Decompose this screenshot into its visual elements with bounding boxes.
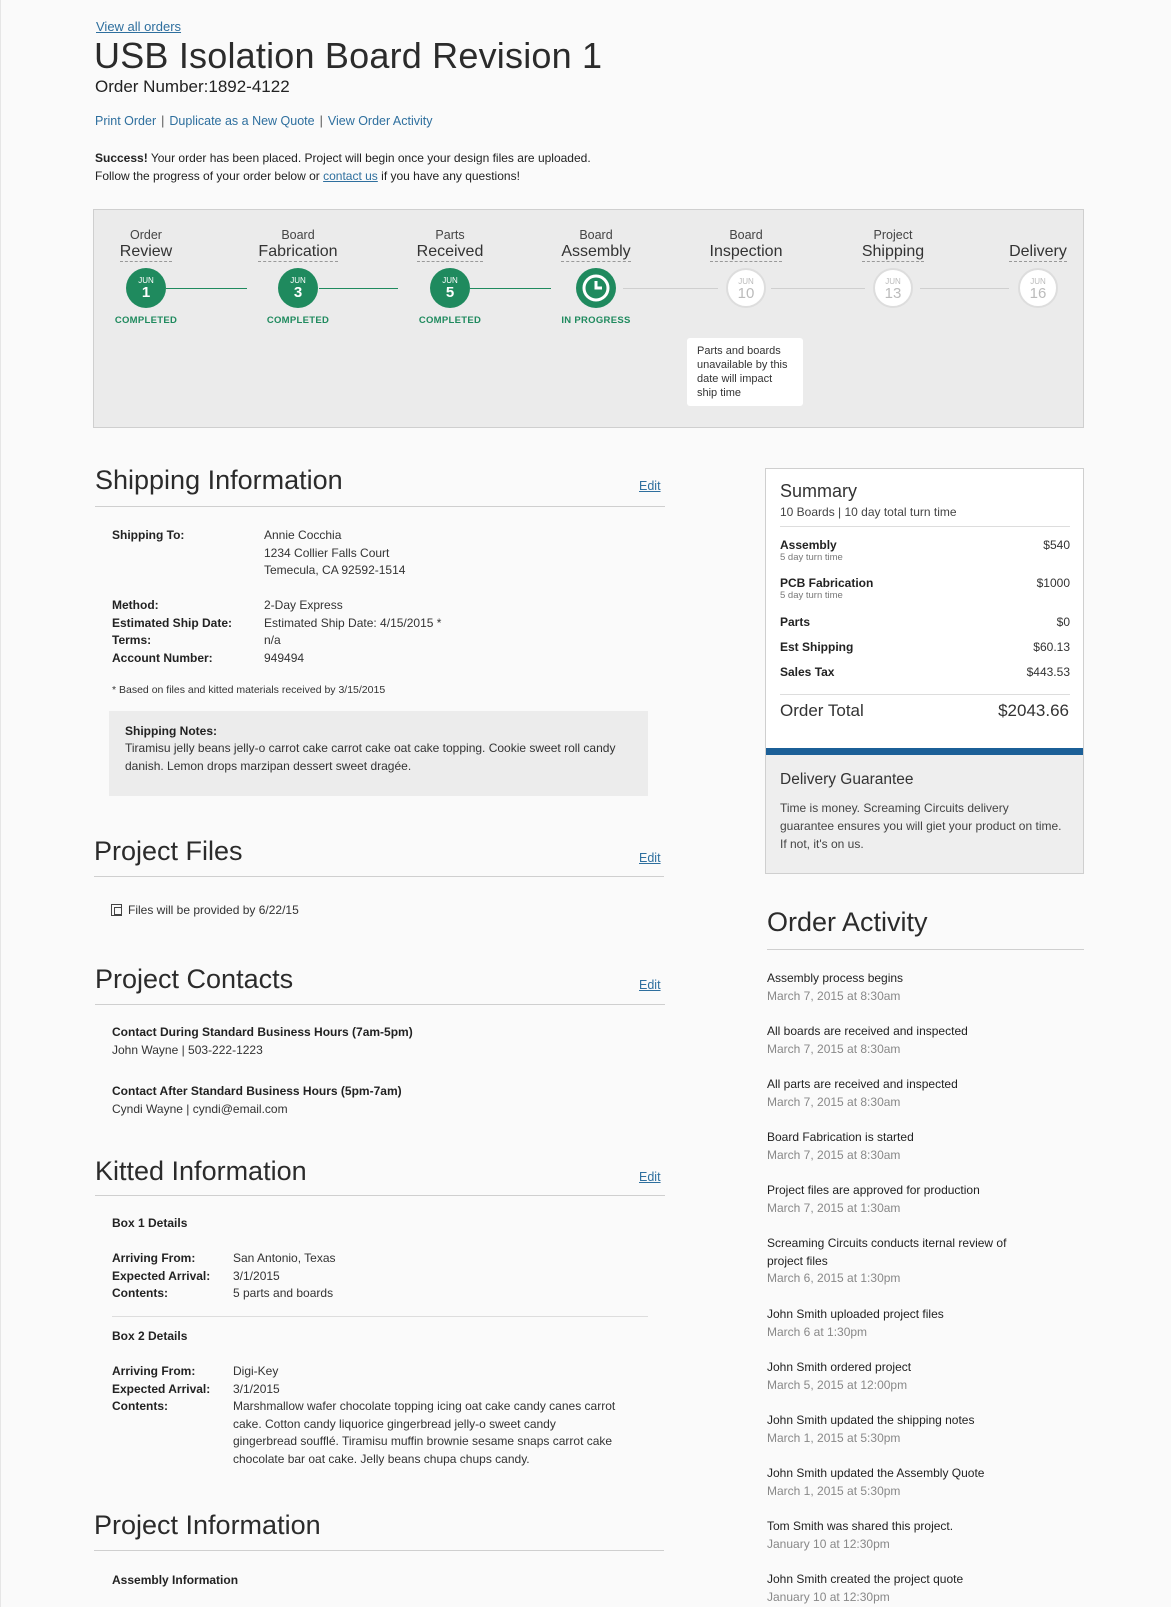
shipping-footnote: * Based on files and kitted materials received by 3/15/2015 [112,684,386,696]
box2-arrival: 3/1/2015 [233,1381,280,1396]
address-line: Annie Cocchia [264,528,342,542]
contact-standard [112,1024,413,1059]
box2-from-label: Arriving From: [112,1364,196,1378]
follow-text: Follow the progress of your order below or [95,169,324,183]
section-divider [95,1004,665,1005]
shipping-detail-values [264,597,441,667]
box2-arrival-label: Expected Arrival: [112,1381,211,1396]
summary-item-assembly: Assembly 5 day turn time $540 [780,538,1070,563]
summary-item-parts: Parts $0 [780,615,1070,629]
step-label-small: Board [729,228,763,242]
progress-connector [166,288,247,289]
activity-item: All parts are received and inspected March 7, 2015 at 8:30am [767,1077,958,1109]
kitted-heading: Kitted Information [95,1156,307,1186]
summary-price: $60.13 [1033,640,1070,654]
summary-divider [780,526,1070,527]
shipping-address [264,527,405,580]
address-line: 1234 Collier Falls Court [264,545,390,560]
activity-item: Screaming Circuits conducts iternal review of project files March 6, 2015 at 1:30pm [767,1236,1007,1285]
summary-price: $0 [1056,615,1070,629]
files-icon [111,904,122,916]
activity-item: John Smith updated the Assembly Quote March 1, 2015 at 5:30pm [767,1466,985,1498]
step-label: Received [416,243,484,260]
box1-contents: 5 parts and boards [233,1286,334,1300]
kitted-edit-link[interactable]: Edit [639,1170,661,1184]
step-label: Shipping [861,243,925,260]
box2-title: Box 2 Details [112,1329,188,1343]
summary-accent-bar [766,748,1083,755]
follow-text-end: if you have any questions! [377,169,520,183]
shipping-notes-title: Shipping Notes: [125,724,217,738]
step-date-badge: JUN 16 [1018,268,1058,308]
progress-connector [623,288,718,289]
summary-price: $540 [1043,538,1070,552]
method-value: 2-Day Express [264,598,343,612]
box2-labels [112,1363,210,1416]
box1-from: San Antonio, Texas [233,1251,336,1265]
box1-title: Box 1 Details [112,1216,188,1230]
assembly-info-label: Assembly Information [112,1573,239,1587]
clock-icon [576,268,616,308]
section-divider [94,1550,664,1551]
step-date-badge: JUN 1 [126,268,166,308]
terms-label: Terms: [112,633,152,647]
step-label-small: Project [873,228,913,242]
step-status: COMPLETED [266,315,330,326]
project-files-heading: Project Files [94,836,243,866]
shipping-to-label: Shipping To: [112,528,185,542]
box-divider [112,1316,648,1317]
progress-connector [771,288,865,289]
page-title: USB Isolation Board Revision 1 [94,35,603,76]
order-total-value: $2043.66 [998,701,1069,720]
summary-price: $1000 [1036,576,1070,590]
step-date-badge: JUN 3 [278,268,318,308]
activity-item: Project files are approved for production March 7, 2015 at 1:30am [767,1183,980,1215]
print-order-link[interactable]: Print Order [95,114,157,128]
summary-item-pcb-fabrication: PCB Fabrication 5 day turn time $1000 [780,576,1070,601]
step-label: Review [119,243,173,260]
contact-standard-label: Contact During Standard Business Hours (7am-5pm) [112,1025,413,1039]
shipping-heading: Shipping Information [95,465,343,495]
activity-item: Board Fabrication is started March 7, 2015 at 8:30am [767,1130,914,1162]
shipping-notes-text: Tiramisu jelly beans jelly-o carrot cake carrot cake oat cake topping. Cookie sweet roll candy danish. Lemon drops marzipan dessert sweet dragée. [125,741,616,773]
box1-values [233,1250,336,1303]
shipping-edit-link[interactable]: Edit [639,479,661,493]
box1-labels [112,1250,210,1303]
progress-connector [319,288,398,289]
contact-after-hours [112,1083,402,1118]
summary-title: Summary [780,481,858,501]
order-total-label: Order Total [780,701,864,720]
activity-item: John Smith created the project quote January 10 at 12:30pm [767,1572,964,1604]
step-label: Assembly [561,243,631,260]
order-progress-tracker [93,209,1084,428]
contact-standard-value: John Wayne | 503-222-1223 [112,1042,263,1057]
shipping-notes [109,711,648,796]
activity-item: John Smith ordered project March 5, 2015 at 12:00pm [767,1360,912,1392]
step-label: Inspection [709,243,783,260]
success-label: Success! [95,151,148,165]
summary-item-est-shipping: Est Shipping $60.13 [780,640,1070,654]
delivery-guarantee-text: Time is money. Screaming Circuits delivery guarantee ensures you will giet your product on time. If not, it's on us. [780,801,1062,851]
summary-divider [780,694,1070,695]
duplicate-quote-link[interactable]: Duplicate as a New Quote [169,114,315,128]
box2-values [233,1363,623,1468]
step-label: Fabrication [258,243,338,260]
contact-us-link[interactable]: contact us [323,169,378,183]
view-all-orders-link[interactable]: View all orders [96,19,182,34]
section-divider [767,949,1084,950]
order-number: Order Number:1892-4122 [95,77,290,96]
box1-from-label: Arriving From: [112,1251,196,1265]
step-label-small: Parts [435,228,465,242]
step-date-badge: JUN 13 [873,268,913,308]
ship-date-value: Estimated Ship Date: 4/15/2015 * [264,615,442,630]
section-divider [94,876,664,877]
delivery-guarantee-title: Delivery Guarantee [780,771,914,788]
summary-item-sales-tax: Sales Tax $443.53 [780,665,1070,679]
files-status [111,902,299,920]
section-divider [95,506,665,507]
step-date-badge: JUN 10 [726,268,766,308]
box2-contents: Marshmallow wafer chocolate topping icing oat cake candy canes carrot cake. Cotton candy liquorice gingerbread jelly-o sweet candy gingerbread soufflé. Tiramisu muffin brownie sesame snaps carrot cake chocolate bar oat cake. Jelly beans chupa chups candy. [233,1399,616,1466]
step-status: COMPLETED [418,315,482,326]
order-activity-heading: Order Activity [767,907,928,937]
account-label: Account Number: [112,650,213,665]
terms-value: n/a [264,633,281,647]
step-label: Delivery [1009,243,1067,260]
ship-date-label: Estimated Ship Date: [112,615,233,630]
step-status: COMPLETED [114,315,178,326]
activity-item: John Smith updated the shipping notes March 1, 2015 at 5:30pm [767,1413,975,1445]
address-line: Temecula, CA 92592-1514 [264,563,406,577]
project-contacts-edit-link[interactable]: Edit [639,978,661,992]
shipping-detail-labels [112,597,232,667]
activity-item: Tom Smith was shared this project. January 10 at 12:30pm [767,1519,954,1551]
step-label-small: Board [281,228,315,242]
order-actions: Print Order | Duplicate as a New Quote | View Order Activity [95,114,433,128]
method-label: Method: [112,598,159,612]
box2-from: Digi-Key [233,1364,279,1378]
progress-connector [470,288,551,289]
step-label-small: Board [579,228,613,242]
progress-connector [920,288,1009,289]
activity-item: John Smith uploaded project files March 6 at 1:30pm [767,1307,944,1339]
inspection-tooltip: Parts and boards unavailable by this date will impact ship time [687,338,803,406]
view-order-activity-link[interactable]: View Order Activity [327,114,433,128]
project-contacts-heading: Project Contacts [95,964,294,994]
box1-arrival: 3/1/2015 [233,1268,280,1283]
box1-contents-label: Contents: [112,1286,168,1300]
files-status-text: Files will be provided by 6/22/15 [128,903,299,917]
box2-contents-label: Contents: [112,1399,168,1413]
step-label-small: Order [130,228,162,242]
activity-item: All boards are received and inspected March 7, 2015 at 8:30am [767,1024,968,1056]
account-value: 949494 [264,650,305,665]
summary-subtitle: 10 Boards | 10 day total turn time [780,505,957,519]
summary-price: $443.53 [1026,665,1070,679]
contact-after-value: Cyndi Wayne | cyndi@email.com [112,1101,288,1116]
success-message [95,149,591,185]
box1-arrival-label: Expected Arrival: [112,1268,211,1283]
step-status: IN PROGRESS [561,315,631,326]
activity-item: Assembly process begins March 7, 2015 at 8:30am [767,971,904,1003]
order-summary [765,468,1084,874]
contact-after-label: Contact After Standard Business Hours (5pm-7am) [112,1084,402,1098]
project-info-heading: Project Information [94,1510,321,1540]
delivery-guarantee [766,755,1083,873]
step-date-badge: JUN 5 [430,268,470,308]
section-divider [95,1195,665,1196]
success-text: Your order has been placed. Project will begin once your design files are uploaded. [147,151,591,165]
project-files-edit-link[interactable]: Edit [639,851,661,865]
